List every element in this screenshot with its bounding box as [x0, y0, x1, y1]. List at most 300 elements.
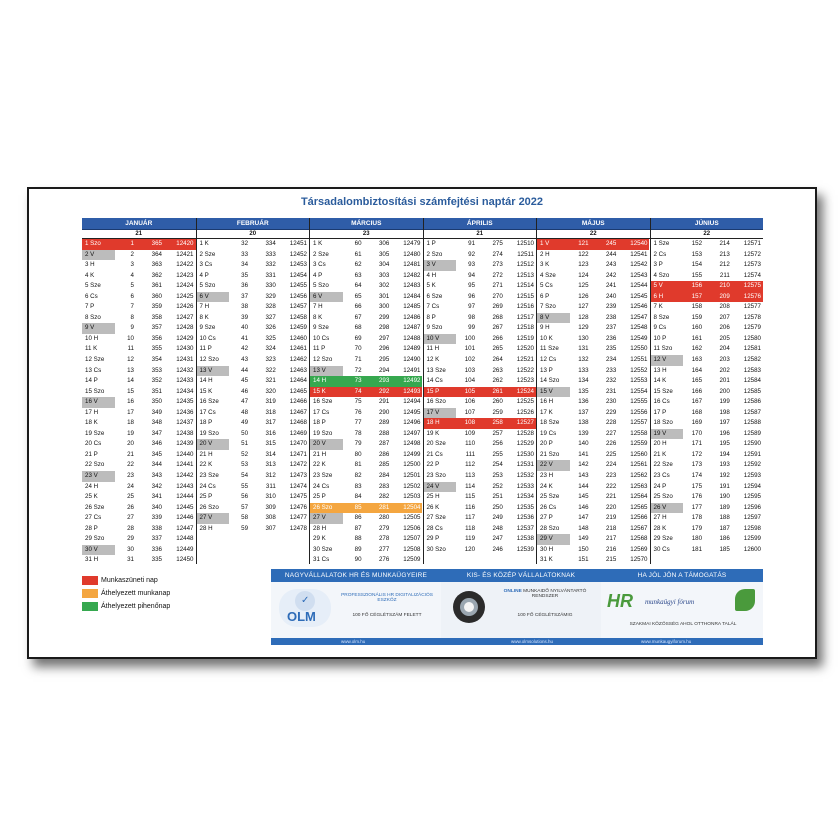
- day-of-year: 174: [691, 472, 703, 480]
- day-of-year: 180: [691, 535, 703, 543]
- serial-number: 12478: [289, 524, 307, 532]
- banner-panel-forum[interactable]: [601, 569, 763, 645]
- day-row: [424, 271, 537, 282]
- day-of-year: 109: [464, 429, 476, 437]
- day-of-year: 30: [127, 545, 134, 553]
- day-label: 21 P: [85, 450, 98, 458]
- days-remaining: 282: [378, 493, 390, 501]
- day-label: 1 K: [313, 240, 323, 247]
- day-row: [197, 323, 310, 334]
- day-label: 10 P: [653, 334, 667, 342]
- day-row: [651, 429, 764, 440]
- day-row: [310, 524, 423, 535]
- day-label: 11 H: [426, 345, 440, 353]
- olms-url[interactable]: www.olmsolutions.hu: [441, 638, 601, 645]
- days-remaining: 334: [265, 240, 276, 247]
- day-label: 2 H: [540, 250, 550, 258]
- days-remaining: 304: [378, 261, 390, 269]
- check-icon: ✓: [301, 595, 310, 606]
- days-remaining: 363: [151, 261, 162, 269]
- day-of-year: 78: [354, 429, 362, 437]
- day-label: 29 K: [313, 535, 326, 543]
- day-row: [197, 239, 310, 250]
- days-remaining: 321: [265, 377, 276, 385]
- day-row: [537, 292, 650, 303]
- banner-panel-olms[interactable]: [441, 569, 601, 645]
- days-remaining: 230: [605, 398, 617, 406]
- day-label: 19 Szo: [199, 429, 219, 437]
- forum-url[interactable]: www.munkaugyiforum.hu: [601, 638, 763, 645]
- day-of-year: 142: [578, 461, 589, 469]
- days-remaining: 214: [719, 240, 730, 247]
- days-remaining: 354: [151, 356, 162, 364]
- day-label: 4 Szo: [653, 271, 670, 279]
- day-label: 28 H: [313, 524, 327, 532]
- day-of-year: 155: [691, 271, 703, 279]
- day-of-year: 102: [464, 356, 476, 364]
- day-of-year: 114: [465, 482, 476, 490]
- day-label: 6 Sze: [426, 292, 443, 300]
- day-label: 9 Sze: [199, 324, 216, 332]
- serial-number: 12583: [743, 366, 761, 374]
- day-of-year: 92: [468, 250, 476, 258]
- day-of-year: 100: [464, 334, 476, 342]
- day-of-year: 144: [578, 482, 589, 490]
- hr-logo: HR: [607, 591, 633, 611]
- day-row: [310, 460, 423, 471]
- day-row: [424, 323, 537, 334]
- day-of-year: 141: [578, 450, 589, 458]
- serial-number: 12565: [630, 503, 648, 511]
- ad-banner[interactable]: [271, 569, 763, 645]
- day-of-year: 134: [578, 377, 589, 385]
- serial-number: 12589: [743, 429, 761, 437]
- serial-number: 12449: [176, 545, 194, 553]
- days-remaining: 220: [605, 503, 617, 511]
- days-remaining: 264: [492, 356, 503, 364]
- serial-number: 12470: [289, 440, 307, 448]
- day-label: 13 H: [653, 366, 667, 374]
- days-remaining: 193: [719, 461, 730, 469]
- day-row: [82, 387, 196, 398]
- days-remaining: 250: [492, 503, 503, 511]
- day-row: [197, 429, 310, 440]
- serial-number: 12457: [289, 303, 307, 311]
- day-of-year: 12: [127, 356, 134, 364]
- days-remaining: 225: [605, 450, 617, 458]
- days-remaining: 204: [719, 345, 730, 353]
- serial-number: 12569: [630, 545, 648, 553]
- day-of-year: 7: [130, 303, 134, 311]
- day-label: 24 Cs: [199, 482, 216, 490]
- day-of-year: 82: [354, 472, 362, 480]
- day-of-year: 2: [130, 250, 134, 258]
- serial-number: 12504: [392, 503, 422, 514]
- days-remaining: 316: [265, 429, 276, 437]
- day-of-year: 131: [578, 345, 589, 353]
- days-remaining: 208: [719, 303, 730, 311]
- day-row: [197, 482, 310, 493]
- days-remaining: 277: [378, 545, 390, 553]
- day-row: [310, 239, 423, 250]
- day-label: 25 Sze: [540, 493, 560, 501]
- day-label: 6 V: [197, 292, 230, 303]
- serial-number: 12430: [176, 345, 194, 353]
- day-of-year: 121: [570, 239, 592, 250]
- days-remaining: 273: [492, 261, 503, 269]
- month-name: FEBRUÁR: [197, 218, 310, 230]
- day-row: [82, 313, 196, 324]
- day-row: [82, 250, 196, 261]
- day-of-year: 119: [465, 535, 476, 543]
- serial-number: 12459: [289, 324, 307, 332]
- day-label: 7 Cs: [426, 303, 440, 311]
- day-row: [424, 387, 537, 398]
- day-of-year: 171: [691, 440, 703, 448]
- day-row: [537, 260, 650, 271]
- day-row: [197, 503, 310, 514]
- day-row: [310, 334, 423, 345]
- day-of-year: 36: [241, 282, 249, 290]
- day-label: 14 H: [199, 377, 213, 385]
- day-row: [651, 524, 764, 535]
- day-label: 17 K: [540, 408, 553, 416]
- olm-url[interactable]: www.olm.hu: [271, 638, 441, 645]
- day-of-year: 103: [464, 366, 476, 374]
- day-row: [197, 271, 310, 282]
- days-remaining: 337: [151, 535, 162, 543]
- days-remaining: 218: [605, 524, 617, 532]
- days-remaining: 340: [151, 503, 162, 511]
- day-label: 16 Sze: [313, 398, 333, 406]
- day-row: [310, 355, 423, 366]
- serial-number: 12588: [743, 419, 761, 427]
- day-row: [310, 323, 423, 334]
- day-row: [424, 366, 537, 377]
- day-row: [537, 239, 650, 250]
- day-of-year: 93: [468, 261, 476, 269]
- serial-number: 12566: [630, 514, 648, 522]
- day-of-year: 68: [354, 324, 362, 332]
- day-of-year: 124: [578, 271, 589, 279]
- day-of-year: 77: [354, 419, 362, 427]
- serial-number: 12592: [743, 461, 761, 469]
- day-label: 16 Cs: [653, 398, 670, 406]
- day-of-year: 6: [130, 292, 134, 300]
- serial-number: 12521: [516, 356, 534, 364]
- banner-panel-olm[interactable]: [271, 569, 441, 645]
- days-remaining: 361: [151, 282, 162, 290]
- days-remaining: 353: [151, 366, 162, 374]
- day-row: [82, 239, 196, 250]
- day-of-year: 166: [691, 387, 703, 395]
- days-remaining: 240: [605, 292, 617, 300]
- day-of-year: 181: [691, 545, 703, 553]
- day-row: [537, 460, 650, 471]
- day-label: 22 K: [313, 461, 326, 469]
- day-label: 5 Szo: [199, 282, 216, 290]
- day-label: 25 Szo: [653, 493, 673, 501]
- serial-number: 12599: [743, 535, 761, 543]
- days-remaining: 190: [719, 493, 730, 501]
- day-label: 3 Cs: [199, 261, 213, 269]
- serial-number: 12559: [630, 440, 648, 448]
- day-of-year: 88: [354, 535, 362, 543]
- day-of-year: 153: [691, 250, 703, 258]
- day-of-year: 156: [683, 281, 705, 292]
- days-remaining: 332: [265, 261, 276, 269]
- serial-number: 12537: [516, 524, 534, 532]
- day-row: [82, 534, 196, 545]
- serial-number: 12544: [630, 282, 648, 290]
- day-row: [310, 534, 423, 545]
- workday-count: 20: [197, 230, 310, 239]
- day-row: [82, 355, 196, 366]
- serial-number: 12584: [743, 377, 761, 385]
- day-of-year: 62: [354, 261, 362, 269]
- serial-number: 12425: [176, 292, 194, 300]
- days-remaining: 196: [719, 429, 730, 437]
- day-row: [651, 492, 764, 503]
- day-of-year: 33: [241, 250, 249, 258]
- days-remaining: 244: [605, 250, 617, 258]
- day-row: [310, 503, 423, 514]
- day-of-year: 21: [127, 450, 134, 458]
- serial-number: 12484: [403, 292, 421, 300]
- serial-number: 12550: [630, 345, 648, 353]
- serial-number: 12552: [630, 366, 648, 374]
- day-label: 17 V: [424, 408, 457, 419]
- month-column: [650, 218, 764, 564]
- day-row: [310, 418, 423, 429]
- day-label: 29 Szo: [85, 535, 105, 543]
- day-row: [537, 376, 650, 387]
- days-remaining: 280: [378, 514, 390, 522]
- day-of-year: 110: [465, 440, 476, 448]
- days-remaining: 238: [605, 313, 617, 321]
- day-of-year: 173: [691, 461, 703, 469]
- day-label: 28 H: [199, 524, 213, 532]
- day-of-year: 64: [354, 282, 362, 290]
- serial-number: 12585: [743, 387, 761, 395]
- days-remaining: 201: [719, 377, 730, 385]
- day-of-year: 179: [691, 524, 703, 532]
- days-remaining: 274: [492, 250, 503, 258]
- day-label: 18 Sze: [540, 419, 560, 427]
- day-row: [537, 450, 650, 461]
- olms-sub: 100 FŐ CÉGLÉTSZÁMIG: [517, 613, 573, 618]
- day-row: [537, 482, 650, 493]
- day-row: [82, 323, 196, 334]
- day-row: [197, 450, 310, 461]
- calendar-grid: [82, 218, 763, 564]
- day-label: 30 Szo: [426, 545, 446, 553]
- day-of-year: 127: [578, 303, 589, 311]
- day-row: [651, 292, 764, 303]
- day-of-year: 29: [127, 535, 134, 543]
- day-of-year: 71: [354, 356, 362, 364]
- serial-number: 12522: [516, 366, 534, 374]
- days-remaining: 255: [492, 450, 503, 458]
- day-label: 6 H: [651, 292, 684, 303]
- serial-number: 12465: [289, 387, 307, 395]
- day-of-year: 53: [241, 461, 249, 469]
- day-row: [82, 524, 196, 535]
- day-of-year: 86: [354, 514, 362, 522]
- day-of-year: 55: [241, 482, 249, 490]
- day-row: [537, 323, 650, 334]
- days-remaining: 224: [605, 461, 617, 469]
- serial-number: 12479: [403, 240, 421, 247]
- day-label: 2 Cs: [653, 250, 667, 258]
- serial-number: 12480: [403, 250, 421, 258]
- serial-number: 12528: [516, 429, 534, 437]
- olms-system-label: MUNKAIDŐ NYILVÁNTARTÓ RENDSZER: [523, 589, 587, 599]
- serial-number: 12420: [165, 239, 196, 250]
- day-of-year: 98: [468, 313, 476, 321]
- day-of-year: 168: [691, 408, 703, 416]
- days-remaining: 262: [492, 377, 503, 385]
- serial-number: 12581: [743, 345, 761, 353]
- day-row: [424, 450, 537, 461]
- day-row: [197, 524, 310, 535]
- days-remaining: 261: [478, 387, 506, 398]
- leaf-icon: [735, 589, 755, 611]
- serial-number: 12590: [743, 440, 761, 448]
- days-remaining: 351: [151, 387, 162, 395]
- day-of-year: 4: [130, 271, 134, 279]
- day-of-year: 112: [465, 461, 476, 469]
- serial-number: 12564: [630, 493, 648, 501]
- days-remaining: 249: [492, 514, 503, 522]
- day-of-year: 47: [241, 398, 249, 406]
- day-of-year: 125: [578, 282, 589, 290]
- day-label: 8 Sze: [653, 313, 670, 321]
- serial-number: 12527: [506, 418, 536, 429]
- day-label: 12 Szo: [313, 356, 333, 364]
- day-label: 15 V: [537, 387, 570, 398]
- day-row: [651, 313, 764, 324]
- day-label: 16 H: [540, 398, 554, 406]
- serial-number: 12491: [403, 366, 421, 374]
- banner-head-forum: HA JÓL JÖN A TÁMOGATÁS: [601, 569, 763, 582]
- day-row: [197, 355, 310, 366]
- day-row: [537, 534, 650, 545]
- serial-number: 12497: [403, 429, 421, 437]
- day-of-year: 1: [115, 239, 137, 250]
- day-row: [197, 292, 310, 303]
- day-label: 30 V: [82, 545, 115, 556]
- serial-number: 12439: [176, 440, 194, 448]
- serial-number: 12472: [289, 461, 307, 469]
- days-remaining: 338: [151, 524, 162, 532]
- serial-number: 12529: [516, 440, 534, 448]
- day-row: [197, 260, 310, 271]
- serial-number: 12532: [516, 472, 534, 480]
- day-row: [197, 313, 310, 324]
- page-title: Társadalombiztosítási számfejtési naptár 2022: [300, 196, 544, 208]
- day-row: [651, 397, 764, 408]
- day-of-year: 39: [241, 313, 249, 321]
- day-row: [651, 545, 764, 556]
- serial-number: 12452: [289, 250, 307, 258]
- day-label: 5 Cs: [540, 282, 553, 290]
- serial-number: 12492: [392, 376, 422, 387]
- days-remaining: 326: [265, 324, 276, 332]
- day-row: [82, 503, 196, 514]
- day-row: [537, 271, 650, 282]
- day-row: [537, 313, 650, 324]
- day-row: [537, 545, 650, 556]
- day-label: 1 V: [537, 239, 570, 250]
- day-label: 3 H: [85, 261, 95, 269]
- day-row: [310, 513, 423, 524]
- days-remaining: 309: [265, 503, 276, 511]
- days-remaining: 243: [605, 261, 617, 269]
- serial-number: 12579: [743, 324, 761, 332]
- days-remaining: 295: [378, 356, 390, 364]
- day-row: [424, 292, 537, 303]
- day-of-year: 177: [691, 503, 703, 511]
- legend-item: [82, 574, 170, 587]
- day-label: 22 Szo: [85, 461, 105, 469]
- day-label: 1 Sze: [653, 240, 670, 247]
- day-of-year: 89: [354, 545, 362, 553]
- serial-number: 12539: [516, 545, 534, 553]
- days-remaining: 339: [151, 514, 162, 522]
- day-of-year: 79: [354, 440, 362, 448]
- day-of-year: 70: [354, 345, 362, 353]
- day-label: 6 P: [540, 292, 550, 300]
- serial-number: 12456: [289, 292, 307, 300]
- days-remaining: 328: [265, 303, 276, 311]
- month-name: JÚNIUS: [651, 218, 764, 230]
- day-of-year: 45: [241, 377, 249, 385]
- day-label: 28 K: [653, 524, 667, 532]
- serial-number: 12450: [176, 556, 194, 564]
- day-row: [82, 408, 196, 419]
- serial-number: 12519: [516, 334, 534, 342]
- day-label: 28 Szo: [540, 524, 560, 532]
- day-label: 25 P: [199, 493, 213, 501]
- day-row: [651, 239, 764, 250]
- serial-number: 12571: [743, 240, 761, 247]
- day-label: 6 Cs: [85, 292, 98, 300]
- day-label: 21 H: [313, 450, 327, 458]
- day-label: 9 Szo: [426, 324, 443, 332]
- workday-count: 21: [424, 230, 537, 239]
- day-label: 6 V: [310, 292, 343, 303]
- days-remaining: 317: [265, 419, 276, 427]
- day-row: [424, 250, 537, 261]
- day-label: 21 H: [199, 450, 213, 458]
- serial-number: 12444: [176, 493, 194, 501]
- day-of-year: 140: [578, 440, 589, 448]
- day-label: 27 P: [540, 514, 553, 522]
- day-label: 22 V: [537, 460, 570, 471]
- day-label: 10 H: [85, 334, 99, 342]
- day-label: 17 Cs: [313, 408, 330, 416]
- day-label: 12 V: [651, 355, 684, 366]
- days-remaining: 234: [605, 356, 617, 364]
- day-label: 27 V: [197, 513, 230, 524]
- serial-number: 12486: [403, 313, 421, 321]
- serial-number: 12494: [403, 398, 421, 406]
- legend-item: [82, 587, 170, 600]
- olm-logo: [279, 589, 331, 627]
- day-label: 8 V: [537, 313, 570, 324]
- day-label: 29 V: [537, 534, 570, 545]
